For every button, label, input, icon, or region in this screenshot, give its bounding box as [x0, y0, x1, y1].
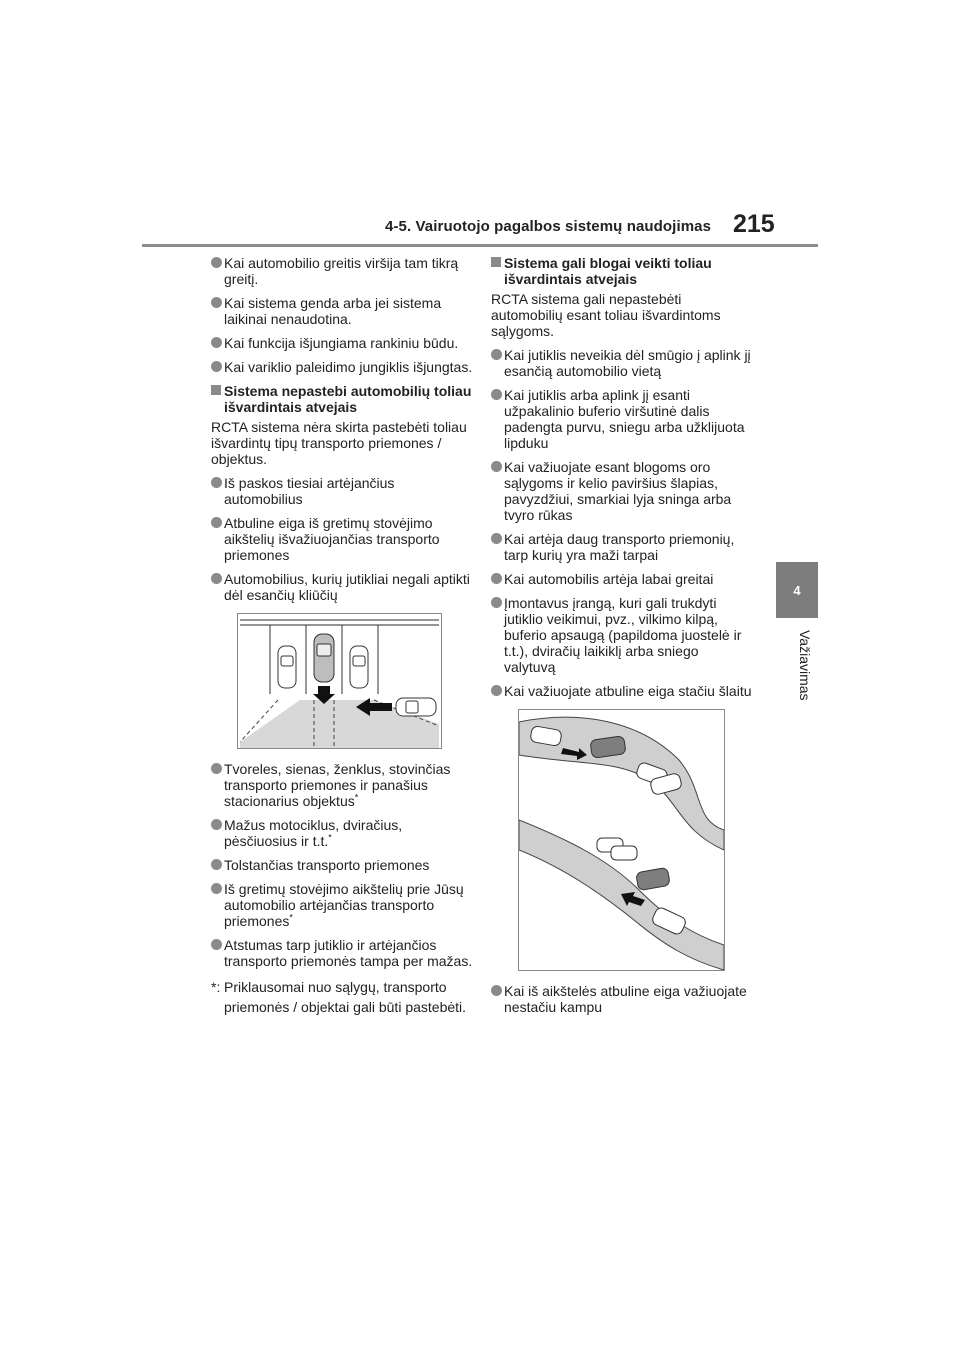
bullet-icon	[211, 763, 222, 774]
list-item: Kai sistema genda arba jei sistema laikinai nenaudotina.	[211, 295, 473, 327]
bullet-icon	[491, 533, 502, 544]
bullet-icon	[211, 361, 222, 372]
list-item: Automobilius, kurių jutikliai negali aptikti dėl esančių kliūčių	[211, 571, 473, 603]
section-intro: RCTA sistema gali nepastebėti automobilių esant toliau išvardintoms sąlygoms.	[491, 291, 721, 339]
chapter-tab[interactable]	[776, 562, 818, 618]
list-item: Kai automobilio greitis viršija tam tikrą greitį.	[211, 255, 473, 287]
bullet-icon	[211, 477, 222, 488]
list-item: Kai važiuojate esant blogoms oro sąlygoms ir kelio paviršius šlapias, pavyzdžiui, smarkiai lyja sninga arba tvyro rūkas	[491, 459, 753, 523]
bullet-icon	[491, 685, 502, 696]
bullet-icon	[211, 337, 222, 348]
bullet-icon	[211, 883, 222, 894]
list-item: Kai automobilis artėja labai greitai	[491, 571, 753, 587]
page-number: 215	[733, 210, 775, 238]
list-item: Iš gretimų stovėjimo aikštelių prie Jūsų automobilio artėjančias transporto priemones*	[211, 881, 473, 929]
list-item: Kai važiuojate atbuline eiga stačiu šlaitu	[491, 683, 753, 699]
bullet-icon	[211, 573, 222, 584]
list-item: Tolstančias transporto priemones	[211, 857, 473, 873]
list-item: Kai jutiklis arba aplink jį esanti užpakalinio buferio viršutinė dalis padengta purvu, sniegu arba užklijuota lipduku	[491, 387, 753, 451]
right-column	[491, 255, 753, 1023]
bullet-icon	[491, 461, 502, 472]
list-item: Kai variklio paleidimo jungiklis išjungtas.	[211, 359, 473, 375]
list-item: Mažus motociklus, dviračius, pėsčiuosius ir t.t.*	[211, 817, 473, 849]
list-item: Kai jutiklis neveikia dėl smūgio į aplink jį esančią automobilio vietą	[491, 347, 753, 379]
bullet-icon	[211, 297, 222, 308]
list-item: Atbuline eiga iš gretimų stovėjimo aikštelių išvažiuojančias transporto priemones	[211, 515, 473, 563]
bullet-icon	[211, 257, 222, 268]
slope-illustration	[518, 709, 725, 971]
footnote: *: Priklausomai nuo sąlygų, transporto priemonės / objektai gali būti pastebėti.	[211, 979, 467, 1015]
list-item: Kai funkcija išjungiama rankiniu būdu.	[211, 335, 473, 351]
chapter-tab-number: 4	[793, 582, 801, 598]
list-item: Tvoreles, sienas, ženklus, stovinčias transporto priemones ir panašius stacionarius objektus*	[211, 761, 473, 809]
bullet-icon	[491, 389, 502, 400]
list-item: Atstumas tarp jutiklio ir artėjančios transporto priemonės tampa per mažas.	[211, 937, 473, 969]
list-item: Iš paskos tiesiai artėjančius automobilius	[211, 475, 473, 507]
chapter-tab-label: Važiavimas	[797, 630, 813, 701]
section-intro: RCTA sistema nėra skirta pastebėti toliau išvardintų tipų transporto priemones / objektus.	[211, 419, 467, 467]
footnote-mark: *:	[211, 979, 221, 995]
bullet-icon	[211, 939, 222, 950]
bullet-icon	[491, 349, 502, 360]
header-divider	[142, 244, 818, 247]
bullet-icon	[211, 819, 222, 830]
bullet-icon	[491, 985, 502, 996]
bullet-icon	[211, 517, 222, 528]
bullet-icon	[491, 573, 502, 584]
list-item: Kai artėja daug transporto priemonių, tarp kurių yra maži tarpai	[491, 531, 753, 563]
parking-obstruction-illustration	[237, 613, 442, 749]
square-bullet-icon	[491, 257, 501, 267]
list-item: Įmontavus įrangą, kuri gali trukdyti jutiklio veikimui, pvz., vilkimo kilpą, buferio apsaugą (papildoma juostelė ir t.t.), dviračių laikiklį arba sniego valytuvą	[491, 595, 753, 675]
square-bullet-icon	[211, 385, 221, 395]
section-heading: Sistema nepastebi automobilių toliau išvardintais atvejais	[211, 383, 473, 415]
list-item: Kai iš aikštelės atbuline eiga važiuojate nestačiu kampu	[491, 983, 753, 1015]
left-column	[211, 255, 473, 1017]
section-heading: Sistema gali blogai veikti toliau išvardintais atvejais	[491, 255, 753, 287]
bullet-icon	[491, 597, 502, 608]
chapter-title: 4-5. Vairuotojo pagalbos sistemų naudojimas	[385, 218, 712, 235]
bullet-icon	[211, 859, 222, 870]
